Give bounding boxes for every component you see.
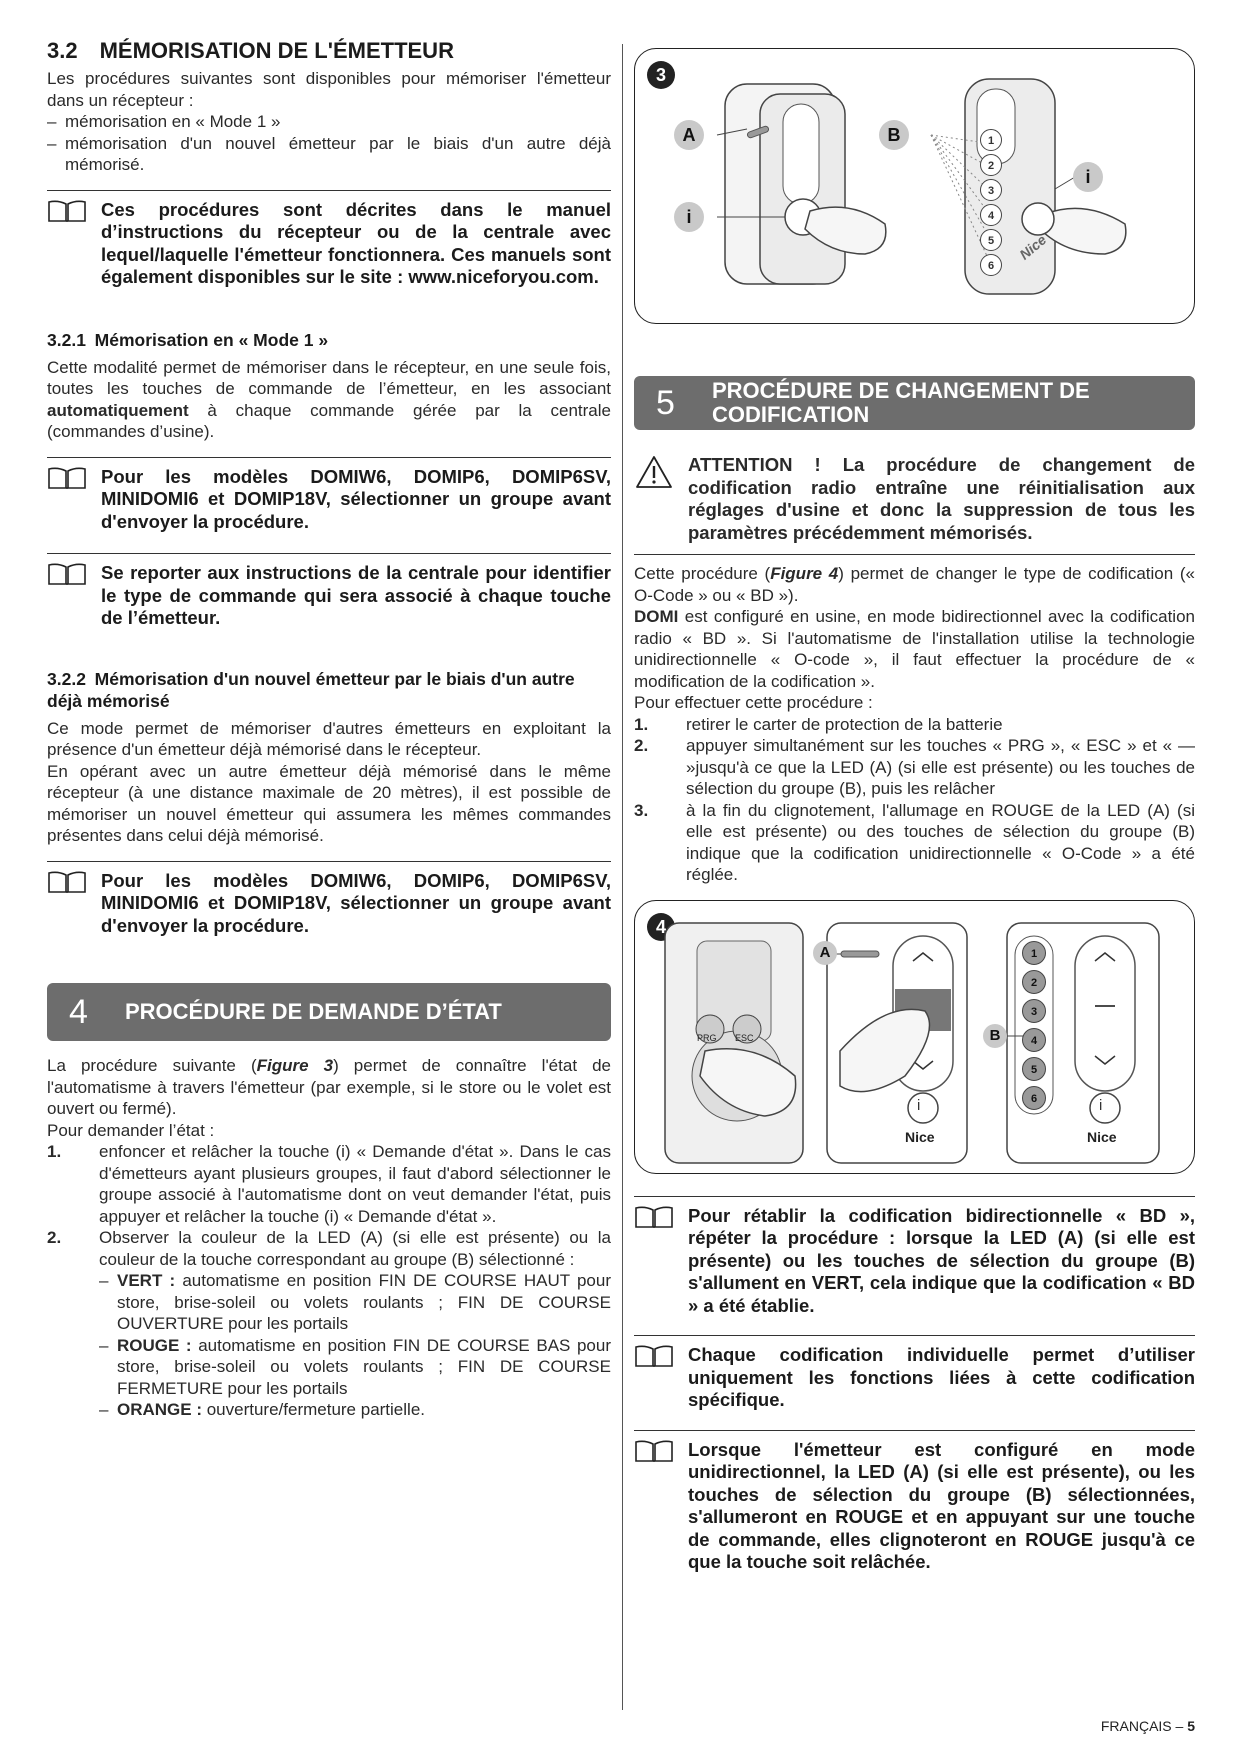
group-button-5: 5 xyxy=(980,229,1002,251)
section-3-2-2-text: En opérant avec un autre émetteur déjà mémorisé dans le même récepteur (à une distance maximale de 20 mètres), il est possible de mémoriser un nouvel émetteur qui assumera les mêmes commandes présentes dans celui déjà mémorisé. xyxy=(47,761,611,845)
page-footer: FRANÇAIS – 5 xyxy=(1100,1718,1195,1734)
note-block xyxy=(47,457,611,534)
group-button-5: 5 xyxy=(1022,1057,1046,1081)
esc-label: ESC xyxy=(735,1032,754,1043)
section-3-2-list xyxy=(47,111,611,176)
note-block xyxy=(47,861,611,938)
section-3-2-2-title: 3.2.2 Mémorisation d'un nouvel émetteur par le biais d'un autre déjà mémorisé xyxy=(47,668,575,711)
list-item: 2. Observer la couleur de la LED (A) (si elle est présente) ou la couleur de la touche correspondant au groupe (B) sélectionné : – VERT : automatisme en position FIN DE COURSE HAUT pour store, brise-soleil ou volets roulants ; FIN DE COURSE OUVERTURE pour les portails – ROUGE : automatisme en position FIN DE COURSE BAS pour store, brise-soleil ou volets roulants ; FIN DE COURSE FERMETURE pour les portails – ORANGE : ouverture/fermeture partielle. xyxy=(47,1227,611,1421)
left-column xyxy=(47,38,611,1421)
note-text: Pour les modèles DOMIW6, DOMIP6, DOMIP6SV, MINIDOMI6 et DOMIP18V, sélectionner un groupe avant d'envoyer la procédure. xyxy=(101,465,611,532)
section-3-2-title: 3.2 MÉMORISATION DE L'ÉMETTEUR xyxy=(47,38,454,63)
warning-block xyxy=(634,454,1195,544)
group-button-4: 4 xyxy=(1022,1028,1046,1052)
book-icon xyxy=(47,466,87,490)
section-3-2-2-text: Ce mode permet de mémoriser d'autres émetteurs en exploitant la présence d'un émetteur déjà mémorisé dans le récepteur. xyxy=(47,718,611,759)
label-i: i xyxy=(1073,162,1103,192)
group-button-2: 2 xyxy=(1022,970,1046,994)
remote-illustration xyxy=(635,49,1193,321)
figure-number: 4 xyxy=(647,913,675,941)
group-button-4: 4 xyxy=(980,204,1002,226)
note-text: Se reporter aux instructions de la centrale pour identifier le type de commande qui sera associé à chaque touche de l’émetteur. xyxy=(101,562,611,628)
paragraph: DOMI est configuré en usine, en mode bidirectionnel avec la codification radio « BD ». Si l'automatisme de l'installation utilise la technologie unidirectionnelle « O-code », il faut effectuer la procédure de « modification de la codification ». xyxy=(634,607,1195,691)
note-block xyxy=(634,1430,1195,1574)
list-item: 1. enfoncer et relâcher la touche (i) « Demande d'état ». Dans le cas d'émetteurs ayant plusieurs groupes, il faut d'abord sélectionner le groupe associé à l'automatisme dont on veut demander l'état, puis appuyer et relâcher la touche (i) « Demande d'état ». xyxy=(47,1142,611,1226)
info-button-label: i xyxy=(917,1096,921,1114)
note-text: Lorsque l'émetteur est configuré en mode unidirectionnel, la LED (A) (si elle est présente), ou les touches de sélection du groupe (B) sélectionnées, s'allumeront en ROUGE et en appuyant sur une touche de commande, elles clignoteront en ROUGE jusqu'à ce que la touche soit relâchée. xyxy=(688,1438,1195,1572)
label-b: B xyxy=(879,120,909,150)
right-column xyxy=(634,38,1195,1574)
book-icon xyxy=(634,1205,674,1229)
label-b: B xyxy=(983,1024,1007,1048)
figure-3 xyxy=(634,48,1195,324)
book-icon xyxy=(47,870,87,894)
note-text: Pour rétablir la codification bidirectionnelle « BD », répéter la procédure : lorsque la LED (A) (si elle est présente) ou les touches de sélection du groupe (B) s'allument en VERT, cela indique que la codification « BD » a été établie. xyxy=(688,1204,1195,1316)
figure-number: 3 xyxy=(647,61,675,89)
label-i: i xyxy=(674,202,704,232)
brand-logo: Nice xyxy=(905,1128,935,1145)
section-title: PROCÉDURE DE DEMANDE D’ÉTAT xyxy=(125,999,502,1024)
note-text: Chaque codification individuelle permet d’utiliser uniquement les fonctions liées à cette codification spécifique. xyxy=(688,1344,1195,1410)
section-4-lead: Pour demander l’état : xyxy=(47,1120,215,1140)
section-4-intro: La procédure suivante (Figure 3) permet de connaître l'état de l'automatisme à travers l'émetteur (par exemple, si le store ou le volet est ouvert ou fermé). xyxy=(47,1056,612,1118)
section-3-2-intro: Les procédures suivantes sont disponibles pour mémoriser l'émetteur dans un récepteur : xyxy=(47,69,611,110)
column-divider xyxy=(622,44,623,1710)
list-item: – VERT : automatisme en position FIN DE COURSE HAUT pour store, brise-soleil ou volets roulants ; FIN DE COURSE OUVERTURE pour les portails xyxy=(99,1270,611,1335)
book-icon xyxy=(634,1439,674,1463)
book-icon xyxy=(634,1344,674,1368)
section-5-steps xyxy=(634,714,1195,886)
note-block xyxy=(634,1196,1195,1318)
section-4-banner xyxy=(47,983,611,1041)
group-button-3: 3 xyxy=(980,179,1002,201)
note-block xyxy=(47,190,611,289)
section-3-2-1-title: 3.2.1 Mémorisation en « Mode 1 » xyxy=(47,329,329,350)
section-number: 4 xyxy=(69,992,88,1031)
label-a: A xyxy=(674,120,704,150)
list-item: 2. appuyer simultanément sur les touches « PRG », « ESC » et « — »jusqu'à ce que la LED (A) (si elle est présente) ou les touches de sélection du groupe (B), puis les relâcher xyxy=(634,736,1195,798)
section-5-body xyxy=(634,554,1195,886)
brand-logo: Nice xyxy=(1087,1128,1117,1145)
note-text: Pour les modèles DOMIW6, DOMIP6, DOMIP6SV, MINIDOMI6 et DOMIP18V, sélectionner un groupe avant d'envoyer la procédure. xyxy=(101,869,611,936)
brand-logo: Nice xyxy=(1016,231,1050,263)
section-5-banner xyxy=(634,376,1195,430)
section-4-steps xyxy=(47,1141,611,1421)
note-block xyxy=(47,553,611,630)
prg-label: PRG xyxy=(697,1032,717,1043)
note-block xyxy=(634,1335,1195,1412)
book-icon xyxy=(47,562,87,586)
book-icon xyxy=(47,199,87,223)
list-item: – mémorisation d'un nouvel émetteur par le biais d'un autre déjà mémorisé. xyxy=(47,133,611,176)
list-item: – ROUGE : automatisme en position FIN DE COURSE BAS pour store, brise-soleil ou volets roulants ; FIN DE COURSE FERMETURE pour les portails xyxy=(99,1335,611,1400)
paragraph: Pour effectuer cette procédure : xyxy=(634,693,873,712)
note-text: Ces procédures sont décrites dans le manuel d’instructions du récepteur ou de la centrale avec lequel/laquelle l'émetteur fonctionnera. Ces manuels sont également disponibles sur le site : www.niceforyou.com. xyxy=(101,198,611,287)
group-button-2: 2 xyxy=(980,154,1002,176)
info-button-label: i xyxy=(1099,1096,1103,1114)
paragraph: Cette procédure (Figure 4) permet de changer le type de codification (« O-Code » ou « BD »). xyxy=(634,564,1195,605)
warning-icon xyxy=(634,454,674,490)
color-list xyxy=(99,1270,611,1421)
figure-4 xyxy=(634,900,1195,1174)
section-title: PROCÉDURE DE CHANGEMENT DE CODIFICATION xyxy=(712,378,1090,427)
group-button-1: 1 xyxy=(1022,941,1046,965)
group-button-6: 6 xyxy=(980,254,1002,276)
list-item: 1. retirer le carter de protection de la batterie xyxy=(634,714,1003,734)
label-a: A xyxy=(813,941,837,965)
list-item: 3. à la fin du clignotement, l'allumage en ROUGE de la LED (A) (si elle est présente) ou des touches de sélection du groupe (B) indique que la codification unidirectionnelle « O-Code » a été réglée. xyxy=(634,800,1195,884)
list-item: – ORANGE : ouverture/fermeture partielle. xyxy=(99,1399,611,1421)
group-button-6: 6 xyxy=(1022,1086,1046,1110)
warning-text: ATTENTION ! La procédure de changement de codification radio entraîne une réinitialisation aux réglages d'usine et donc la suppression de tous les paramètres précédemment mémorisés. xyxy=(688,454,1195,543)
group-button-3: 3 xyxy=(1022,999,1046,1023)
section-3-2-1-text: Cette modalité permet de mémoriser dans le récepteur, en une seule fois, toutes les touches de commande de l’émetteur, en les associant automatiquement à chaque commande gérée par la centrale (commandes d’usine). xyxy=(47,357,611,441)
group-button-1: 1 xyxy=(980,129,1002,151)
list-item: – mémorisation en « Mode 1 » xyxy=(47,111,611,133)
section-number: 5 xyxy=(656,383,675,422)
